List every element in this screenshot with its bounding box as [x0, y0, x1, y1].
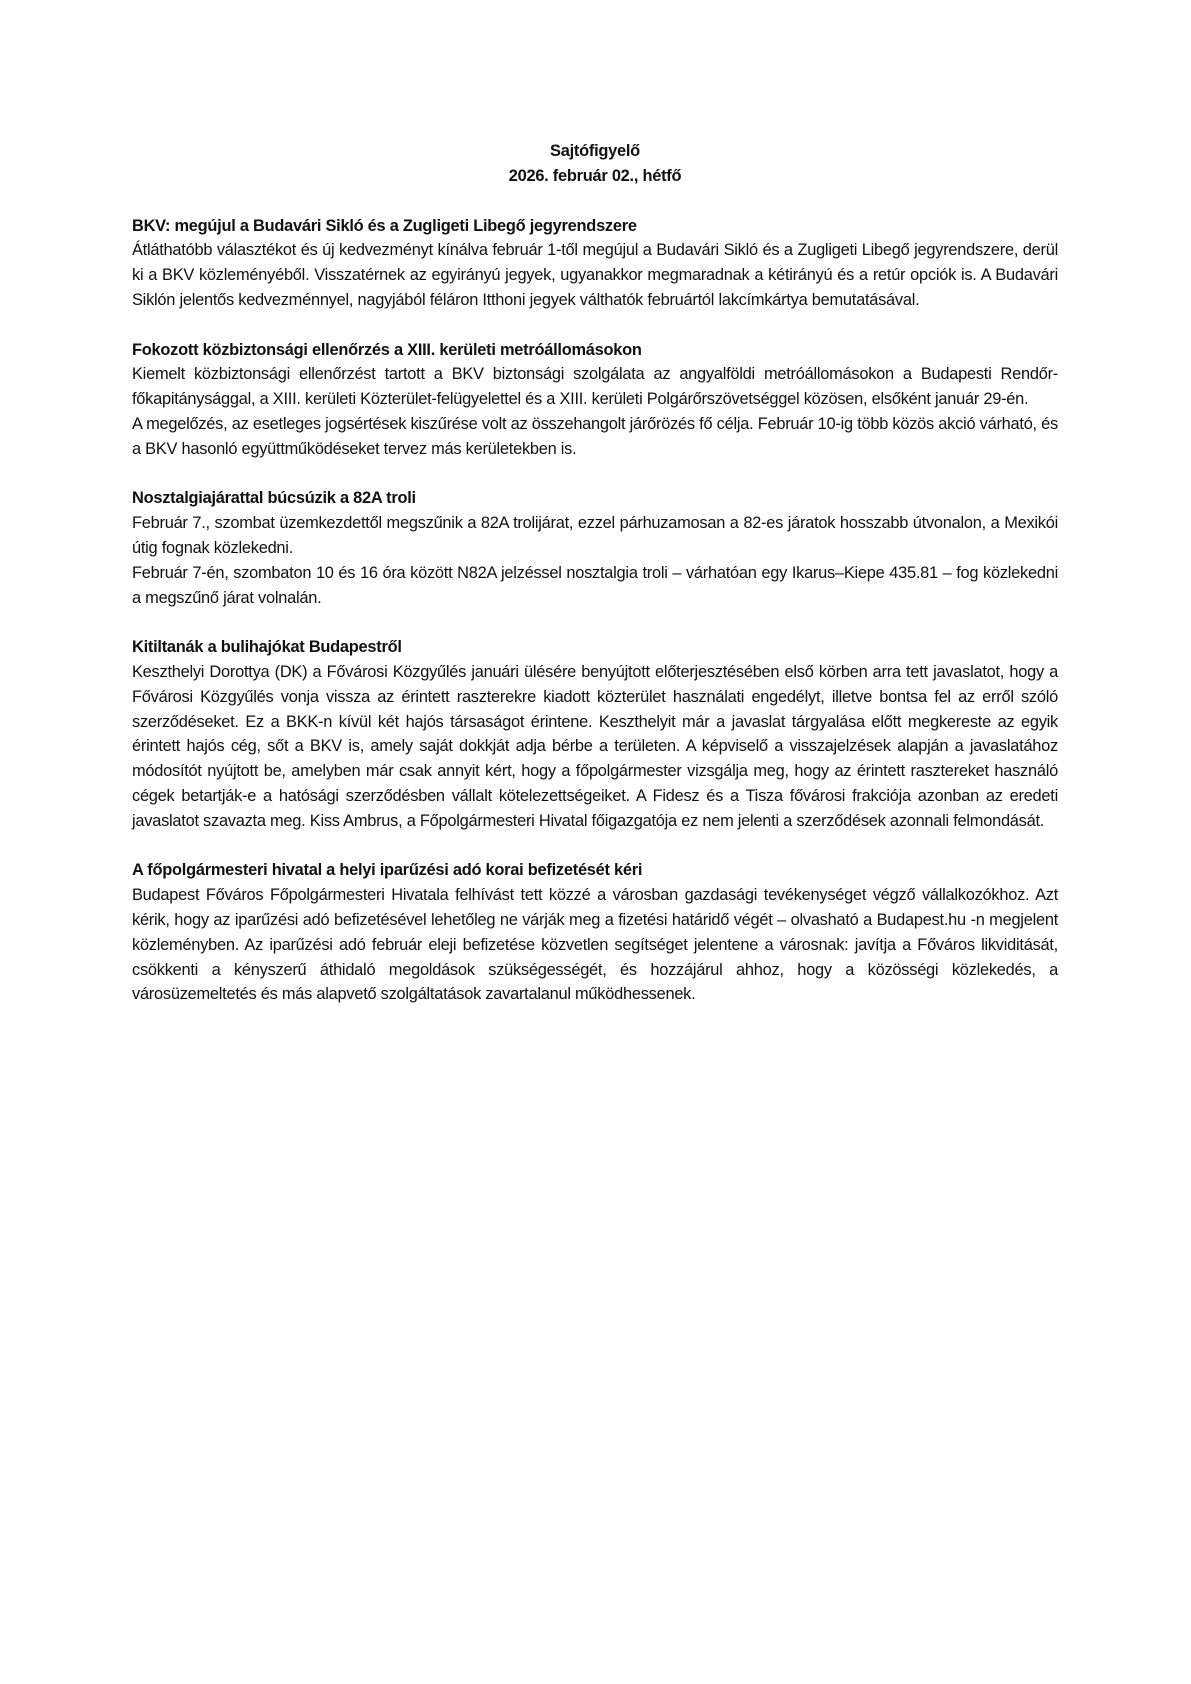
article-heading: A főpolgármesteri hivatal a helyi iparűzési adó korai befizetését kéri — [132, 861, 643, 880]
press-review-page — [132, 139, 1058, 1032]
document-date: 2026. február 02., hétfő — [508, 166, 682, 185]
article-kozbiztonsag — [132, 338, 1058, 462]
article-paragraph: Kiemelt közbiztonsági ellenőrzést tartott a BKV biztonsági szolgálata az angyalföldi metróállomásokon a Budapesti Rendőr-főkapitánysággal, a XIII. kerületi Közterület-felügyelettel és a XIII. kerületi Polgárőrszövetséggel közösen, elsőként január 29-én. — [132, 365, 1058, 409]
article-iparuzesi-ado — [132, 858, 1058, 1007]
article-82a-troli — [132, 486, 1058, 610]
article-bulihajok — [132, 635, 1058, 833]
article-paragraph: Keszthelyi Dorottya (DK) a Fővárosi Közgyűlés januári ülésére benyújtott előterjesztésében első körben arra tett javaslatot, hogy a Fővárosi Közgyűlés vonja vissza az érintett raszterekre kiadott közterület használati engedélyt, illetve bontsa fel az erről szóló szerződéseket. Ez a BKK-n kívül két hajós társaságot érintene. Keszthelyit már a javaslat tárgyalása előtt megkereste az egyik érintett hajós cég, sőt a BKV is, amely saját dokkját adja bérbe a területen. A képviselő a visszajelzések alapján a javaslatához módosítót nyújtott be, amelyben már csak annyit kért, hogy a főpolgármester vizsgálja meg, hogy az érintett rasztereket használó cégek betartják-e a hatósági szerződésben vállalt kötelezettségeiket. A Fidesz és a Tisza fővárosi frakciója azonban az eredeti javaslatot szavazta meg. Kiss Ambrus, a Főpolgármesteri Hivatal főigazgatója ez nem jelenti a szerződések azonnali felmondását. — [132, 662, 1058, 830]
article-heading: Fokozott közbiztonsági ellenőrzés a XIII. kerületi metróállomásokon — [132, 340, 642, 359]
article-paragraph: Február 7-én, szombaton 10 és 16 óra között N82A jelzéssel nosztalgia troli – várhatóan egy Ikarus–Kiepe 435.81 – fog közlekedni a megszűnő járat volnalán. — [132, 563, 1058, 607]
article-heading: Nosztalgiajárattal búcsúzik a 82A troli — [132, 489, 416, 508]
article-heading: BKV: megújul a Budavári Sikló és a Zugligeti Libegő jegyrendszere — [132, 216, 637, 235]
article-paragraph: Átláthatóbb választékot és új kedvezményt kínálva február 1-től megújul a Budavári Sikló és a Zugligeti Libegő jegyrendszere, derül ki a BKV közleményéből. Visszatérnek az egyirányú jegyek, ugyanakkor megmaradnak a kétirányú és a retúr opciók is. A Budavári Siklón jelentős kedvezménnyel, nagyjából féláron Itthoni jegyek válthatók februártól lakcímkártya bemutatásával. — [132, 241, 1058, 309]
article-paragraph: Budapest Főváros Főpolgármesteri Hivatala felhívást tett közzé a városban gazdasági tevékenységet végző vállalkozókhoz. Azt kérik, hogy az iparűzési adó befizetésével lehetőleg ne várják meg a fizetési határidő végét – olvasható a Budapest.hu -n megjelent közleményben. Az iparűzési adó február eleji befizetése közvetlen segítséget jelentene a városnak: javítja a Főváros likviditását, csökkenti a kényszerű áthidaló megoldások szükségességét, és hozzájárul ahhoz, hogy a közösségi közlekedés, a városüzemeltetés és más alapvető szolgáltatások zavartalanul működhessenek. — [132, 886, 1058, 1004]
document-title: Sajtófigyelő — [550, 142, 640, 160]
article-siklo-libego — [132, 214, 1058, 313]
spacer — [132, 189, 1058, 214]
article-paragraph: Február 7., szombat üzemkezdettől megszűnik a 82A trolijárat, ezzel párhuzamosan a 82-es járatok hosszabb útvonalon, a Mexikói útig fognak közlekedni. — [132, 514, 1058, 557]
article-paragraph: A megelőzés, az esetleges jogsértések kiszűrése volt az összehangolt járőrözés fő célja. Február 10-ig több közös akció várható, és a BKV hasonló együttműködéseket tervez más kerületekben is. — [132, 414, 1058, 458]
article-heading: Kitiltanák a bulihajókat Budapestről — [132, 638, 402, 657]
